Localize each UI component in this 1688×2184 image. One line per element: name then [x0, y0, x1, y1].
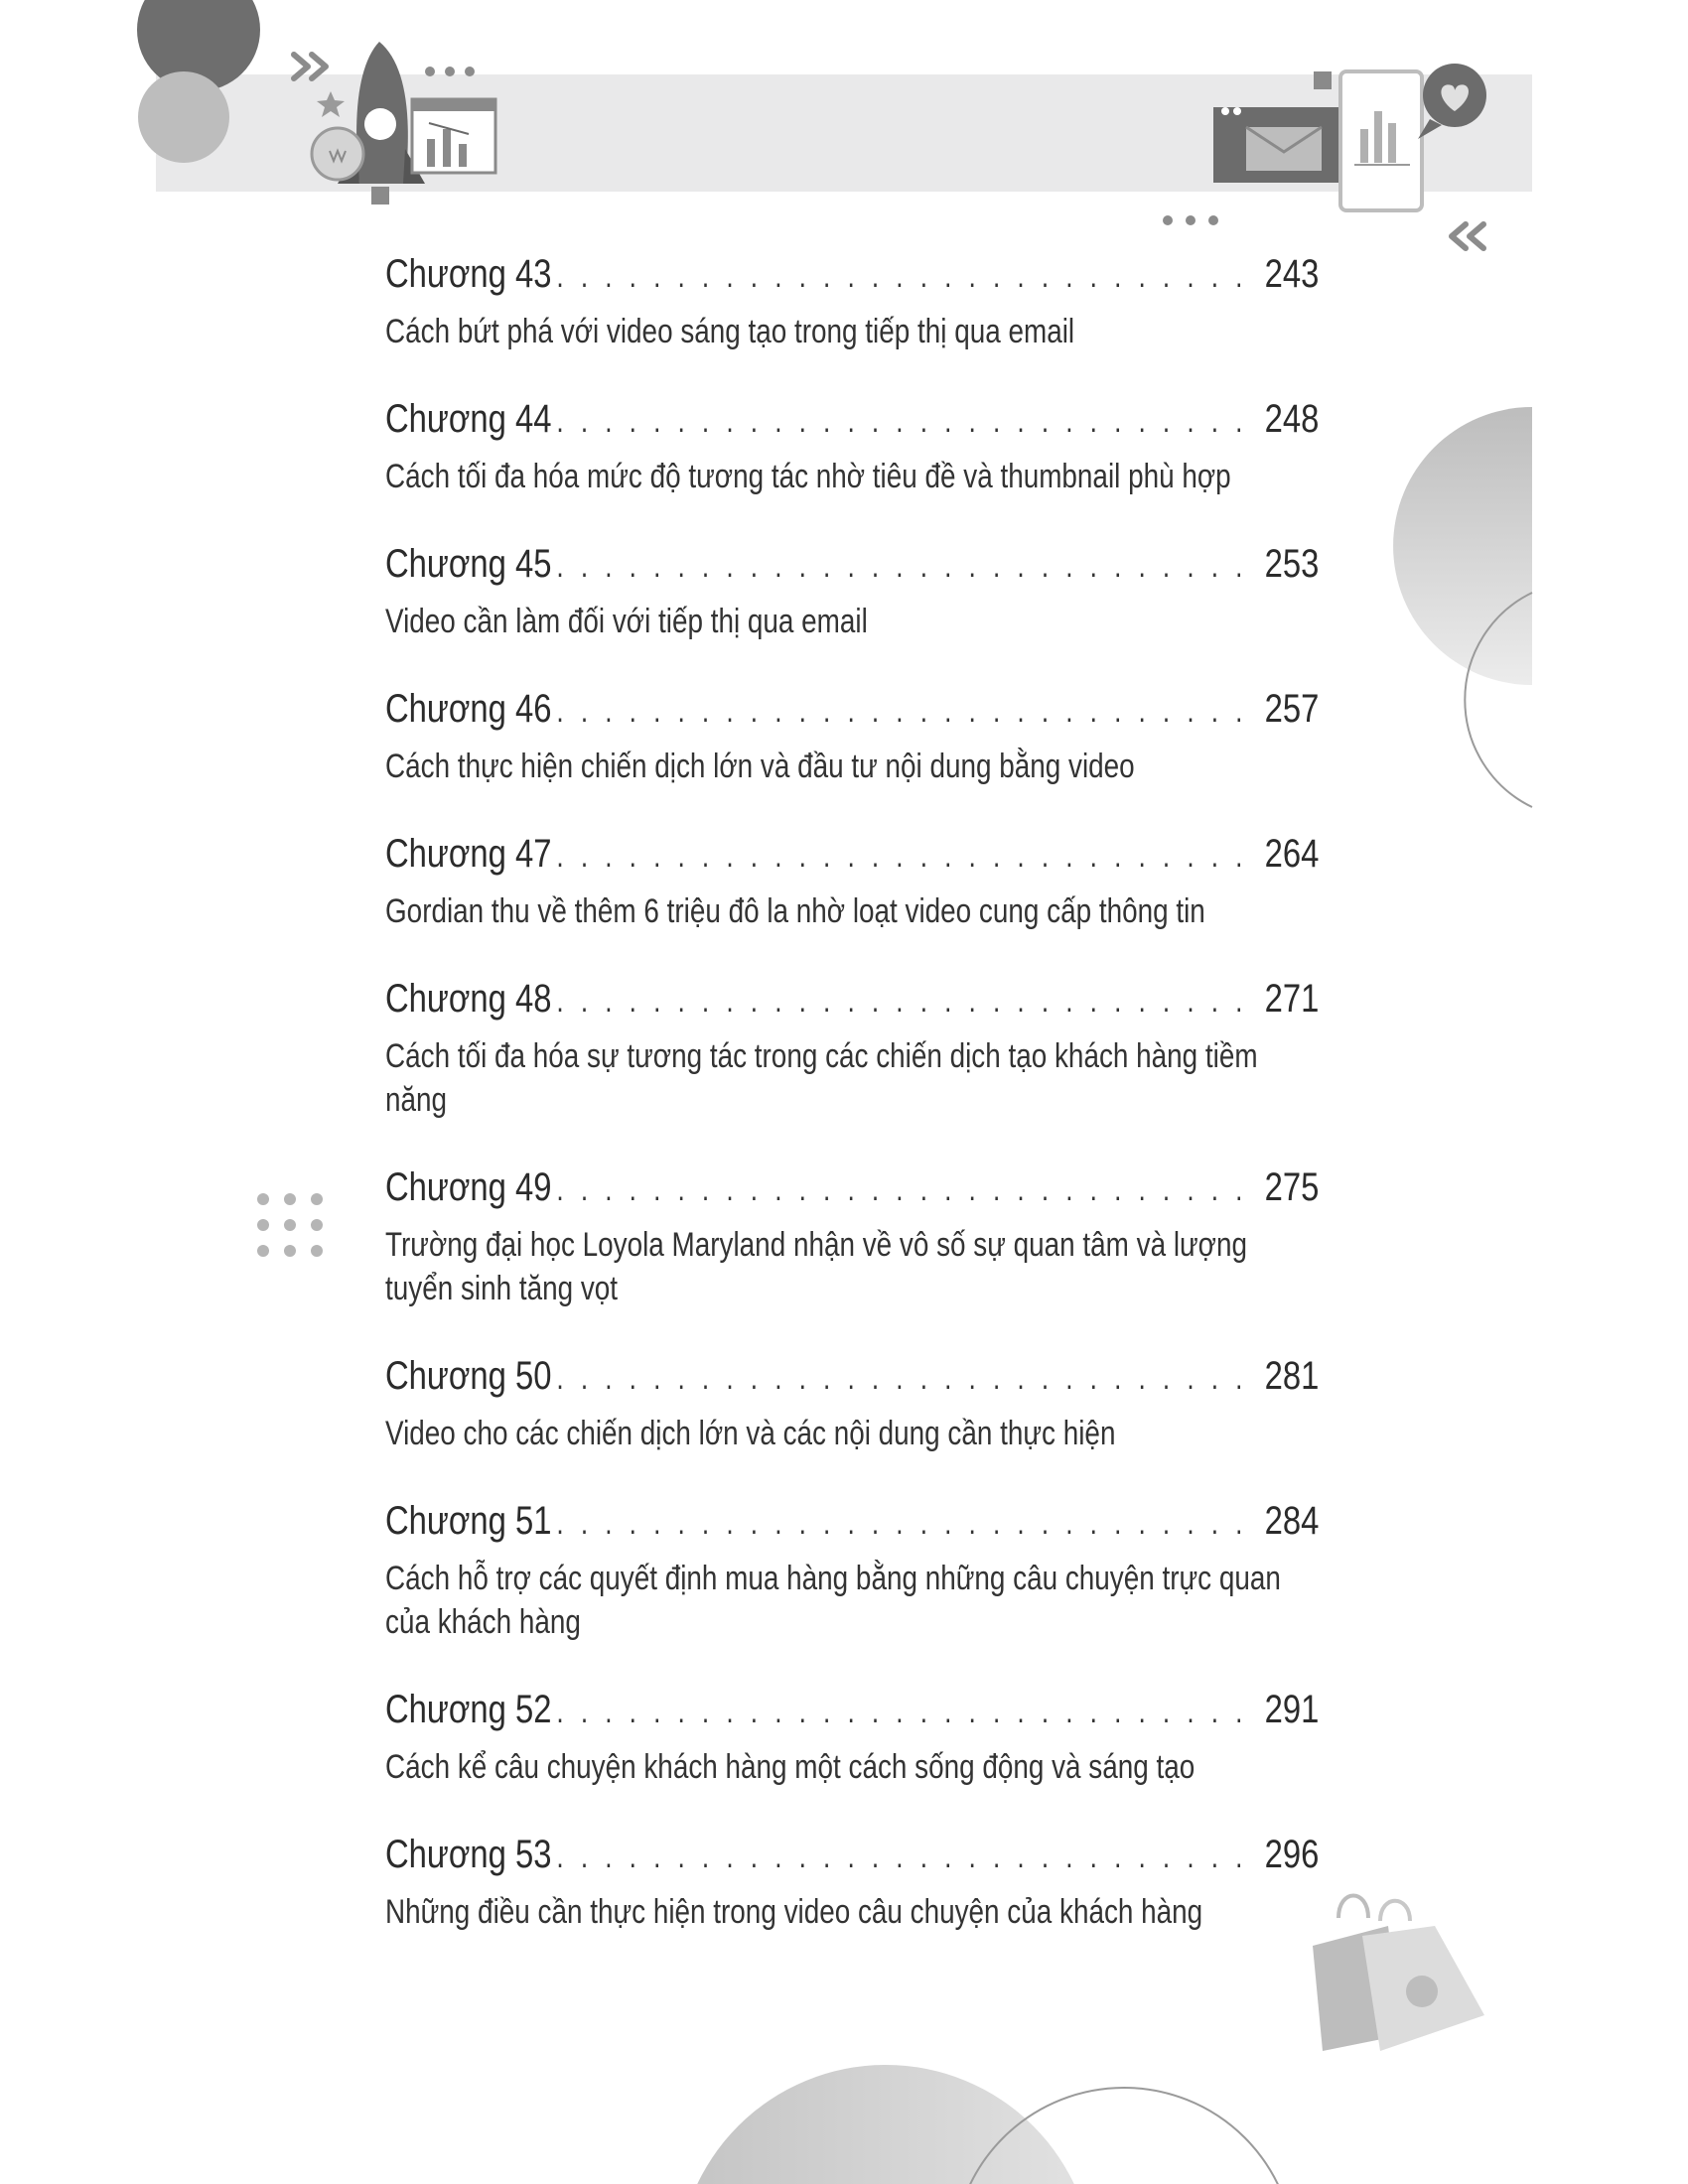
- chapter-title: Chương 46: [385, 687, 552, 731]
- chapter-line: [385, 683, 1319, 737]
- chapter-description: Gordian thu về thêm 6 triệu đô la nhờ loạt video cung cấp thông tin: [385, 892, 1205, 930]
- page-number: 275: [1264, 1165, 1320, 1209]
- leader-dots: [556, 1497, 1259, 1549]
- leader-dots: [556, 540, 1259, 592]
- chapter-description: Cách kể câu chuyện khách hàng một cách sống động và sáng tạo: [385, 1748, 1196, 1786]
- page-number: 264: [1264, 832, 1320, 876]
- dots-decoration: [1163, 215, 1218, 225]
- shopping-bag-icon: [1313, 1896, 1484, 2052]
- chapter-line: [385, 393, 1319, 447]
- leader-dots: [556, 830, 1259, 882]
- chevron-double-left-icon: [1452, 224, 1483, 248]
- page-number: 248: [1264, 397, 1320, 441]
- puzzle-icon: [1314, 71, 1332, 89]
- bottom-circle: [677, 2065, 1094, 2184]
- toc-entry: [385, 1829, 1319, 1934]
- chapter-title: Chương 48: [385, 977, 552, 1021]
- chapter-line: [385, 1350, 1319, 1404]
- leader-dots: [556, 975, 1259, 1026]
- chapter-title: Chương 44: [385, 397, 552, 441]
- toc-entry: [385, 393, 1319, 498]
- toc-entry: [385, 1350, 1319, 1455]
- toc-entry: [385, 248, 1319, 353]
- leader-dots: [556, 1831, 1259, 1882]
- chapter-description: Cách tối đa hóa sự tương tác trong các chiến dịch tạo khách hàng tiềm năng: [385, 1037, 1258, 1119]
- chapter-title: Chương 49: [385, 1165, 552, 1209]
- chapter-title: Chương 50: [385, 1354, 552, 1398]
- chapter-line: [385, 828, 1319, 882]
- page-number: 284: [1264, 1499, 1320, 1543]
- chapter-title: Chương 45: [385, 542, 552, 586]
- toc-entry: [385, 973, 1319, 1122]
- dot-grid-icon: [257, 1193, 323, 1257]
- chapter-line: [385, 1684, 1319, 1737]
- chapter-line: [385, 1495, 1319, 1549]
- toc-entry: [385, 538, 1319, 643]
- toc-entry: [385, 1161, 1319, 1310]
- toc-entry: [385, 828, 1319, 933]
- side-circle: [1393, 407, 1532, 685]
- chapter-line: [385, 538, 1319, 592]
- leader-dots: [556, 1352, 1259, 1404]
- chapter-title: Chương 47: [385, 832, 552, 876]
- chapter-description: Video cần làm đối với tiếp thị qua email: [385, 603, 868, 640]
- tablet-chart-icon: [1340, 71, 1422, 210]
- header-circle: [138, 71, 229, 163]
- page-number: 296: [1264, 1833, 1320, 1876]
- leader-dots: [556, 250, 1259, 302]
- chapter-description: Cách hỗ trợ các quyết định mua hàng bằng những câu chuyện trực quan của khách hàng: [385, 1560, 1281, 1641]
- dots-decoration: [425, 67, 475, 76]
- leader-dots: [556, 395, 1259, 447]
- chapter-description: Cách tối đa hóa mức độ tương tác nhờ tiêu đề và thumbnail phù hợp: [385, 458, 1231, 495]
- bar-chart-icon: [412, 99, 495, 173]
- chapter-line: [385, 1161, 1319, 1215]
- chapter-description: Những điều cần thực hiện trong video câu chuyện của khách hàng: [385, 1893, 1203, 1931]
- page-number: 271: [1264, 977, 1320, 1021]
- chapter-title: Chương 52: [385, 1688, 552, 1731]
- toc-entry: [385, 1495, 1319, 1644]
- chapter-title: Chương 53: [385, 1833, 552, 1876]
- page-number: 257: [1264, 687, 1320, 731]
- chapter-line: [385, 973, 1319, 1026]
- page-number: 253: [1264, 542, 1320, 586]
- chapter-line: [385, 1829, 1319, 1882]
- table-of-contents: [385, 248, 1319, 1974]
- leader-dots: [556, 1163, 1259, 1215]
- leader-dots: [556, 685, 1259, 737]
- page-number: 281: [1264, 1354, 1320, 1398]
- chapter-title: Chương 43: [385, 252, 552, 296]
- page-number: 243: [1264, 252, 1320, 296]
- page-number: 291: [1264, 1688, 1320, 1731]
- chapter-title: Chương 51: [385, 1499, 552, 1543]
- leader-dots: [556, 1686, 1259, 1737]
- chapter-description: Cách thực hiện chiến dịch lớn và đầu tư nội dung bằng video: [385, 748, 1135, 785]
- chapter-description: Trường đại học Loyola Maryland nhận về vô số sự quan tâm và lượng tuyển sinh tăng vọt: [385, 1226, 1247, 1307]
- toc-entry: [385, 1684, 1319, 1789]
- envelope-icon: [1213, 107, 1342, 183]
- lightbulb-icon: [312, 128, 363, 180]
- chapter-description: Cách bứt phá với video sáng tạo trong tiếp thị qua email: [385, 313, 1075, 350]
- chapter-line: [385, 248, 1319, 302]
- chapter-description: Video cho các chiến dịch lớn và các nội dung cần thực hiện: [385, 1415, 1116, 1452]
- toc-entry: [385, 683, 1319, 788]
